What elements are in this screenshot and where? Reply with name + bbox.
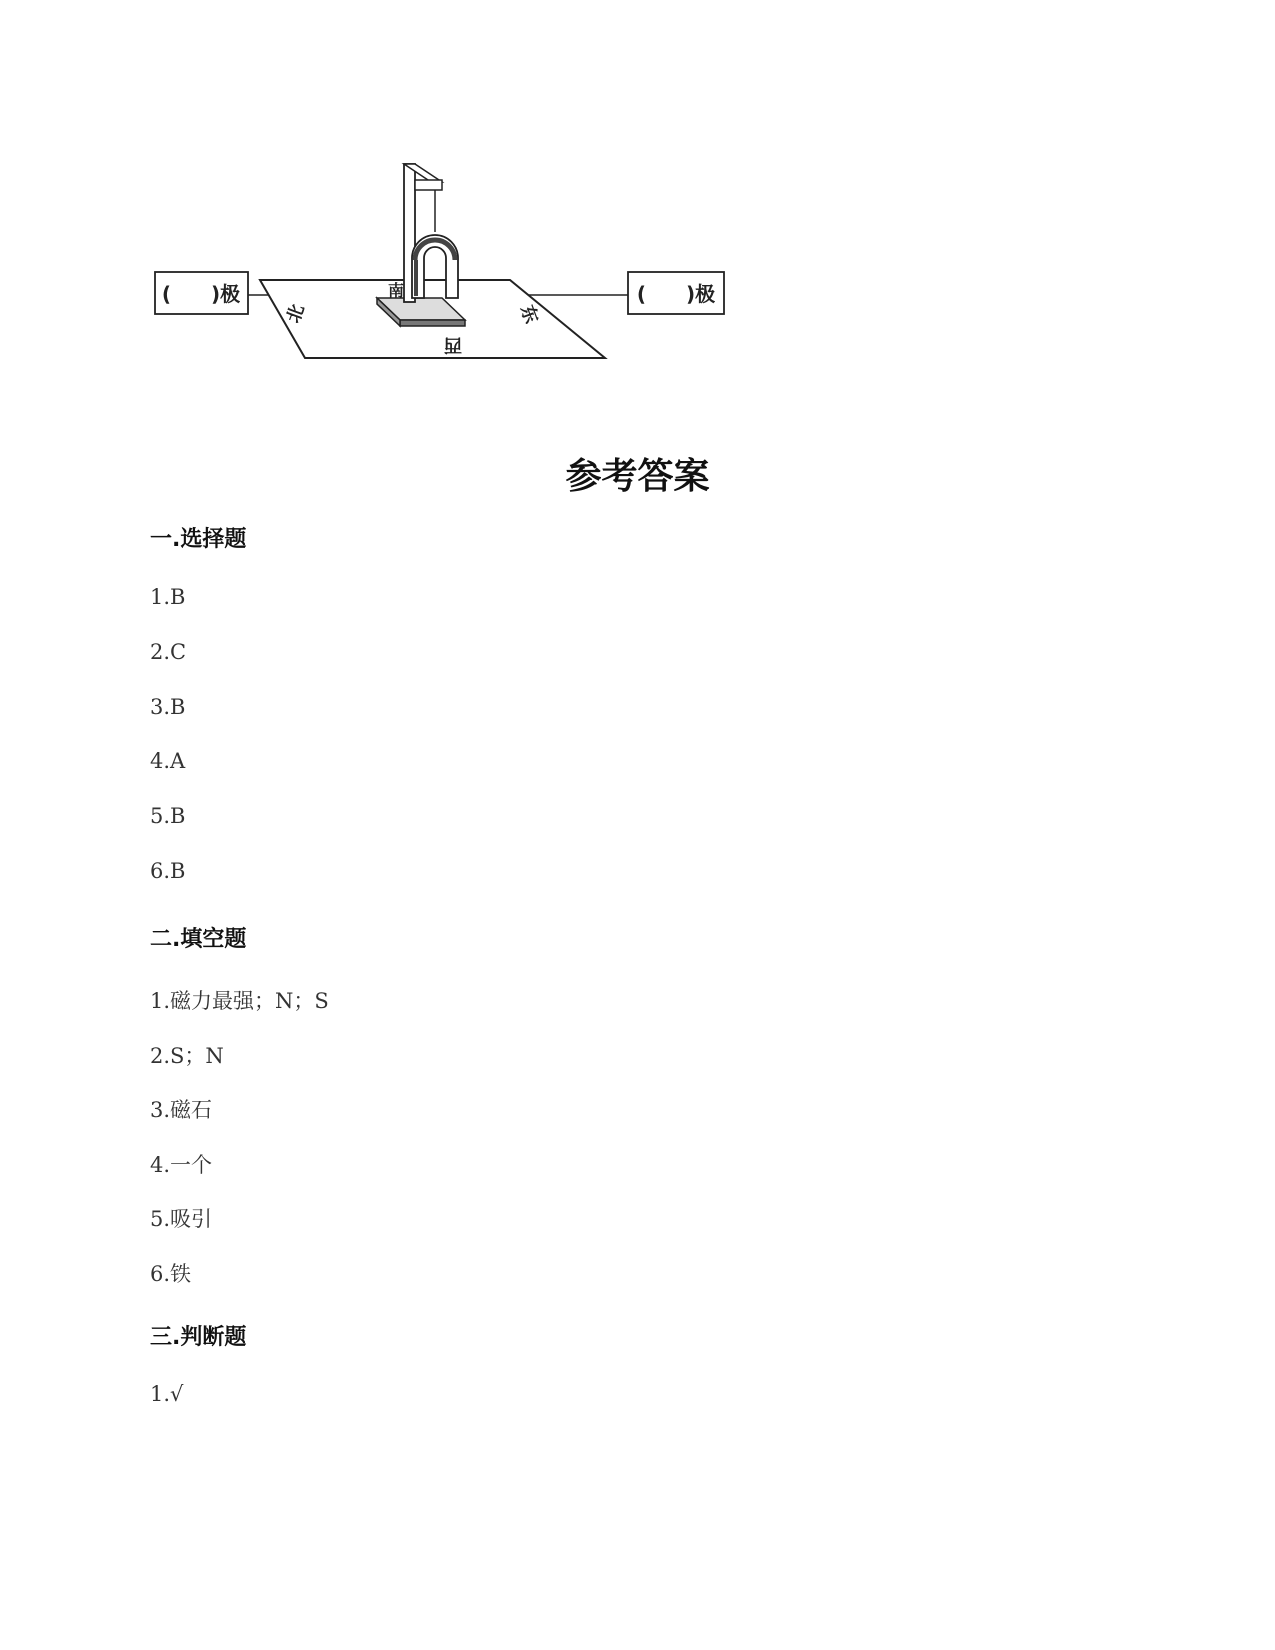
board-label-east: 东 <box>515 302 542 327</box>
answer-item: 4.A <box>150 749 186 773</box>
left-pole-label: ( )极 <box>161 282 241 306</box>
board-label-west: 西 <box>444 334 462 355</box>
answer-item: 3.B <box>150 695 186 719</box>
answer-item: 5.吸引 <box>150 1207 213 1231</box>
answer-item: 6.铁 <box>150 1262 192 1286</box>
answer-item: 1.磁力最强；N；S <box>150 989 329 1013</box>
answer-item: 1.√ <box>150 1382 184 1406</box>
magnet-figure <box>150 160 770 390</box>
section-heading-fill-blank: 二.填空题 <box>150 927 247 952</box>
board-label-south: 南 <box>388 281 405 300</box>
answer-item: 2.C <box>150 640 187 664</box>
answer-item: 6.B <box>150 859 186 883</box>
magnet-diagram <box>150 160 770 390</box>
page-title: 参考答案 <box>565 456 710 497</box>
answer-item: 2.S；N <box>150 1044 224 1068</box>
section-heading-choice: 一.选择题 <box>150 527 247 552</box>
answer-item: 3.磁石 <box>150 1098 213 1122</box>
section-heading-true-false: 三.判断题 <box>150 1325 247 1350</box>
answer-item: 4.一个 <box>150 1153 213 1177</box>
answer-item: 5.B <box>150 804 186 828</box>
right-pole-label: ( )极 <box>636 282 716 306</box>
answer-item: 1.B <box>150 585 186 609</box>
stand-arm <box>415 180 442 190</box>
stand-base-front <box>400 320 465 326</box>
board-label-north: 北 <box>282 301 309 326</box>
